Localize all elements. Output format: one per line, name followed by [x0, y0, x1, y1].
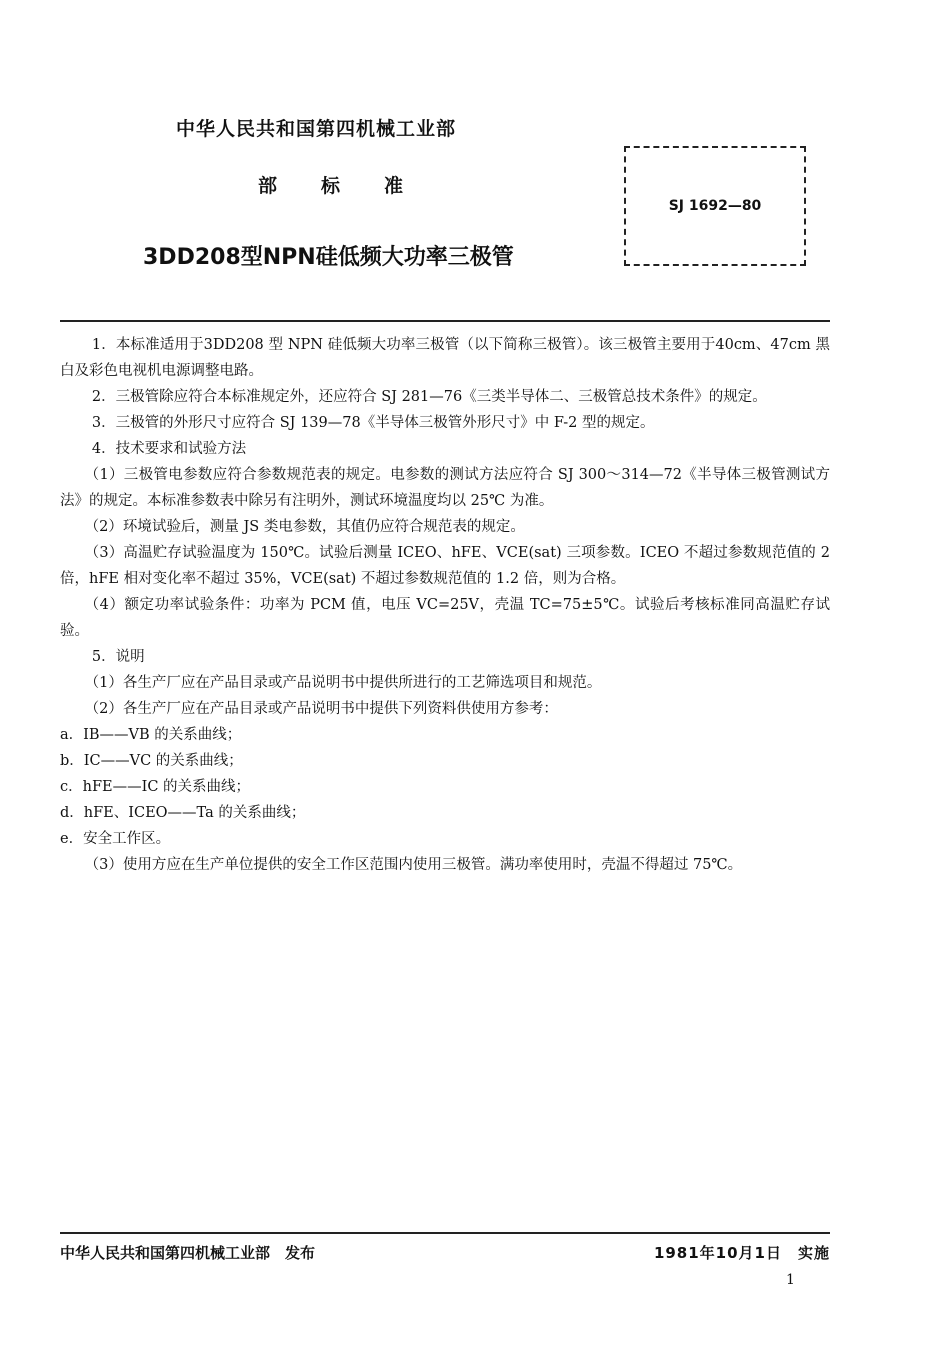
- clause-5-heading: 5．说明: [91, 649, 145, 665]
- list-item-e: e．安全工作区。: [60, 831, 171, 847]
- clause-4-1: （1）三极管电参数应符合参数规范表的规定。电参数的测试方法应符合 SJ 300～314—72《半导体三极管测试方法》的规定。本标准参数表中除另有注明外，测试环境温度均以 25℃ 为准。: [60, 467, 830, 509]
- document-title: 3DD208型NPN硅低频大功率三极管: [143, 245, 514, 270]
- document-body: [60, 332, 830, 878]
- clause-1: 1．本标准适用于3DD208 型 NPN 硅低频大功率三极管（以下简称三极管）。该三极管主要用于40cm、47cm 黑白及彩色电视机电源调整电路。: [60, 337, 830, 379]
- bottom-divider: [60, 1232, 830, 1234]
- standard-type-heading: 部标准: [258, 175, 448, 197]
- clause-5-2: （2）各生产厂应在产品目录或产品说明书中提供下列资料供使用方参考：: [84, 701, 558, 717]
- clause-3: 3．三极管的外形尺寸应符合 SJ 139—78《半导体三极管外形尺寸》中 F-2 型的规定。: [91, 415, 655, 431]
- clause-4-2: （2）环境试验后，测量 JS 类电参数，其值仍应符合规范表的规定。: [84, 519, 525, 535]
- clause-5-1: （1）各生产厂应在产品目录或产品说明书中提供所进行的工艺筛选项目和规范。: [84, 675, 602, 691]
- list-item-d: d．hFE、ICEO——Ta 的关系曲线；: [60, 805, 306, 821]
- clause-4-4: （4）额定功率试验条件：功率为 PCM 值，电压 VC=25V，壳温 TC=75±5℃。试验后考核标准同高温贮存试验。: [60, 597, 830, 639]
- clause-5-3: （3）使用方应在生产单位提供的安全工作区范围内使用三极管。满功率使用时，壳温不得超过 75℃。: [84, 857, 743, 873]
- page-number: 1: [786, 1272, 795, 1288]
- issuing-organization: 中华人民共和国第四机械工业部: [176, 118, 457, 140]
- clause-2: 2．三极管除应符合本标准规定外，还应符合 SJ 281—76《三类半导体二、三极管总技术条件》的规定。: [91, 389, 767, 405]
- list-item-b: b．IC——VC 的关系曲线；: [60, 753, 243, 769]
- standard-code-box: [624, 146, 806, 266]
- clause-4-heading: 4．技术要求和试验方法: [91, 441, 247, 457]
- publisher-line: 中华人民共和国第四机械工业部 发布: [60, 1244, 316, 1262]
- list-item-a: a．IB——VB 的关系曲线；: [60, 727, 242, 743]
- list-item-c: c．hFE——IC 的关系曲线；: [60, 779, 251, 795]
- top-divider: [60, 320, 830, 322]
- clause-4-3: （3）高温贮存试验温度为 150℃。试验后测量 ICEO、hFE、VCE(sat) 三项参数。ICEO 不超过参数规范值的 2 倍，hFE 相对变化率不超过 35%，VCE(sat) 不超过参数规范值的 1.2 倍，则为合格。: [60, 545, 830, 587]
- standard-code: SJ 1692—80: [668, 198, 762, 214]
- effective-date-line: 1981年10月1日 实施: [653, 1244, 830, 1262]
